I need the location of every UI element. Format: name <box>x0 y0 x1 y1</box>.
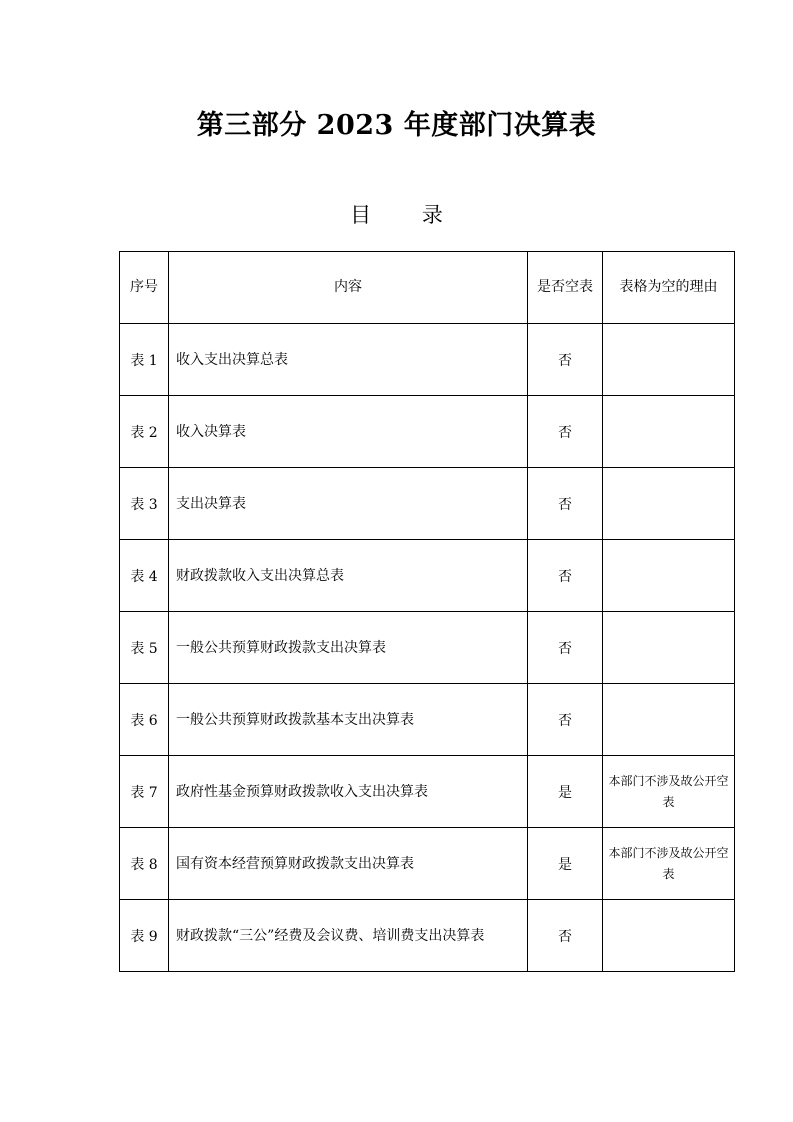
row-number: 表 4 <box>120 540 169 612</box>
row-reason <box>603 900 735 972</box>
table-header-row <box>120 252 735 324</box>
row-number: 表 7 <box>120 756 169 828</box>
row-number: 表 8 <box>120 828 169 900</box>
page-title: 第三部分 2023 年度部门决算表 <box>196 110 597 141</box>
table-row <box>120 324 735 396</box>
row-number: 表 3 <box>120 468 169 540</box>
row-content: 财政拨款“三公”经费及会议费、培训费支出决算表 <box>169 900 528 972</box>
row-number: 表 6 <box>120 684 169 756</box>
row-content: 政府性基金预算财政拨款收入支出决算表 <box>169 756 528 828</box>
row-content: 财政拨款收入支出决算总表 <box>169 540 528 612</box>
row-content: 一般公共预算财政拨款支出决算表 <box>169 612 528 684</box>
column-header-reason: 表格为空的理由 <box>603 252 735 324</box>
column-header-is-empty: 是否空表 <box>528 252 603 324</box>
row-number: 表 9 <box>120 900 169 972</box>
row-content: 支出决算表 <box>169 468 528 540</box>
row-reason <box>603 324 735 396</box>
row-reason <box>603 684 735 756</box>
row-reason: 本部门不涉及故公开空表 <box>603 756 735 828</box>
row-is-empty: 否 <box>528 612 603 684</box>
column-header-content: 内容 <box>169 252 528 324</box>
table-row <box>120 756 735 828</box>
column-header-no: 序号 <box>120 252 169 324</box>
row-is-empty: 否 <box>528 468 603 540</box>
row-content: 一般公共预算财政拨款基本支出决算表 <box>169 684 528 756</box>
row-content: 收入支出决算总表 <box>169 324 528 396</box>
row-reason <box>603 612 735 684</box>
row-is-empty: 否 <box>528 900 603 972</box>
row-number: 表 1 <box>120 324 169 396</box>
table-row <box>120 396 735 468</box>
row-content: 国有资本经营预算财政拨款支出决算表 <box>169 828 528 900</box>
table-row <box>120 900 735 972</box>
row-reason: 本部门不涉及故公开空表 <box>603 828 735 900</box>
table-row <box>120 684 735 756</box>
row-is-empty: 否 <box>528 396 603 468</box>
row-reason <box>603 396 735 468</box>
toc-table <box>119 251 735 972</box>
toc-heading: 目 录 <box>350 203 465 227</box>
table-row <box>120 540 735 612</box>
row-is-empty: 否 <box>528 540 603 612</box>
row-number: 表 5 <box>120 612 169 684</box>
table-row <box>120 828 735 900</box>
table-row <box>120 468 735 540</box>
table-row <box>120 612 735 684</box>
row-number: 表 2 <box>120 396 169 468</box>
row-is-empty: 否 <box>528 324 603 396</box>
row-reason <box>603 468 735 540</box>
row-content: 收入决算表 <box>169 396 528 468</box>
row-reason <box>603 540 735 612</box>
row-is-empty: 是 <box>528 756 603 828</box>
row-is-empty: 是 <box>528 828 603 900</box>
row-is-empty: 否 <box>528 684 603 756</box>
